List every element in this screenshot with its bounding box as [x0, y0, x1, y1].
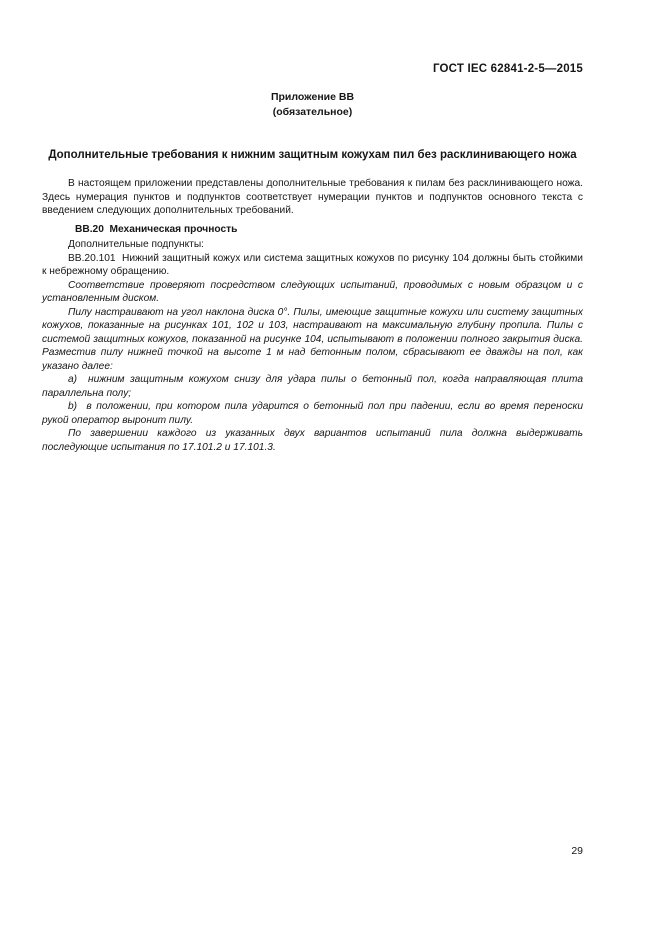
annex-name: Приложение ВВ: [270, 91, 355, 103]
standard-designation: ГОСТ IEC 62841-2-5—2015: [432, 63, 583, 75]
paragraph-item-a: а) нижним защитным кожухом снизу для удара пилы о бетонный пол, когда направляющая плита параллельна полу;: [42, 374, 583, 399]
paragraph-bb20-101: ВВ.20.101 Нижний защитный кожух или система защитных кожухов по рисунку 104 должны быть стойкими к небрежному обращению.: [42, 252, 583, 277]
annex-note: (обязательное): [272, 105, 353, 118]
page-number: 29: [571, 845, 583, 857]
document-body: [42, 177, 583, 454]
annex-block: [42, 90, 583, 119]
clause-heading-bb20: ВВ.20 Механическая прочность: [75, 223, 238, 235]
paragraph-compliance: Соответствие проверяют посредством следующих испытаний, проводимых с новым образцом и с установленным диском.: [42, 279, 583, 304]
paragraph-item-b: b) в положении, при котором пила ударится о бетонный пол при падении, если во время переноски рукой оператор выронит пилу.: [42, 401, 583, 426]
paragraph-conclusion: По завершении каждого из указанных двух вариантов испытаний пила должна выдерживать последующие испытания по 17.101.2 и 17.101.3.: [42, 428, 583, 453]
paragraph-subclauses: Дополнительные подпункты:: [68, 239, 205, 250]
paragraph-test-setup: Пилу настраивают на угол наклона диска 0°. Пилы, имеющие защитные кожухи или систему защитных кожухов, показанные на рисунках 101, 102 и 103, настраивают на максимальную глубину пропила. Пилы с системой защитных кожухов, показанной на рисунке 104, испытывают в положении полного закрытия диска. Разместив пилу нижней точкой на высоте 1 м над бетонным полом, сбрасывают ее дважды на пол, как указано далее:: [42, 306, 583, 372]
annex-title: Дополнительные требования к нижним защитным кожухам пил без расклинивающего ножа: [48, 149, 577, 161]
paragraph-intro: В настоящем приложении представлены дополнительные требования к пилам без расклинивающего ножа. Здесь нумерация пунктов и подпунктов соответствует нумерации пунктов и подпунктов основного текста с введением следующих дополнительных требований.: [42, 178, 583, 216]
